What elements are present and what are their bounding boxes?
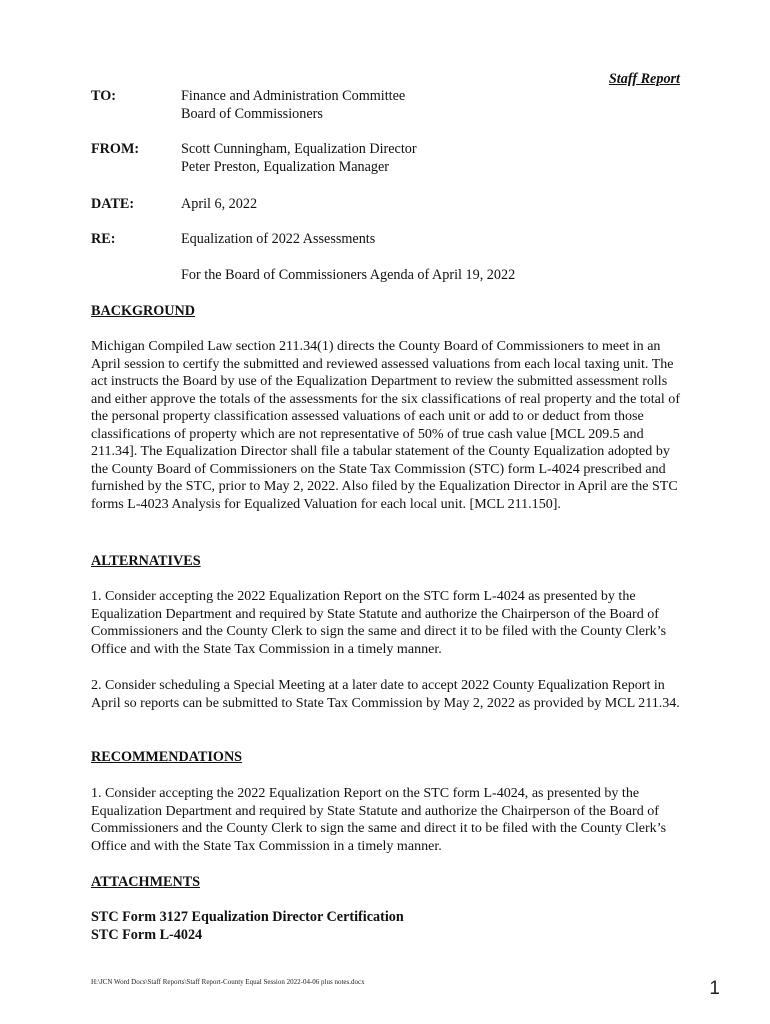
recommendation-item-1: 1. Consider accepting the 2022 Equalization Report on the STC form L-4024, as presented by the Equalization Department and required by State Statute and authorize the Chairperson of the Board of Commissioners and the County Clerk to sign the same and direct it to be filed with the County Clerk’s Office and with the State Tax Commission in a timely manner. — [91, 785, 667, 854]
to-value — [181, 88, 405, 123]
background-paragraph: Michigan Compiled Law section 211.34(1) directs the County Board of Commissioners to meet in an April session to certify the submitted and reviewed assessed valuations from each local taxing unit. The act instructs the Board by use of the Equalization Department to review the submitted assessment rolls and either approve the totals of the assessments for the six classifications of real property and the total of the personal property classification assessed valuations of each unit or add to or deduct from those classifications of property which are not representative of 50% of true cash value [MCL 209.5 and 211.34]. The Equalization Director shall file a tabular statement of the County Equalization adopted by the County Board of Commissioners on the State Tax Commission (STC) form L-4024 prescribed and furnished by the STC, prior to May 2, 2022. Also filed by the Equalization Director in April are the STC forms L-4023 Analysis for Equalized Valuation for each local unit. [MCL 211.150]. — [91, 338, 681, 512]
alternatives-heading: ALTERNATIVES — [91, 553, 201, 569]
attachment-item: STC Form 3127 Equalization Director Certification — [91, 909, 404, 925]
to-label: TO: — [91, 88, 116, 104]
from-line: Scott Cunningham, Equalization Director — [181, 141, 417, 157]
alternative-item-2: 2. Consider scheduling a Special Meeting at a later date to accept 2022 County Equalization Report in April so reports can be submitted to State Tax Commission by May 2, 2022 as provided by MCL 211.34. — [91, 677, 680, 711]
from-value — [181, 141, 417, 176]
from-line: Peter Preston, Equalization Manager — [181, 158, 390, 175]
date-label: DATE: — [91, 196, 135, 212]
re-value: Equalization of 2022 Assessments — [181, 231, 376, 247]
to-line: Board of Commissioners — [181, 105, 323, 122]
date-value: April 6, 2022 — [181, 196, 258, 212]
alternative-item-1: 1. Consider accepting the 2022 Equalization Report on the STC form L-4024 as presented by the Equalization Department and required by State Statute and authorize the Chairperson of the Board of Commissioners and the County Clerk to sign the same and direct it to be filed with the County Clerk’s Office and with the State Tax Commission in a timely manner. — [91, 588, 667, 657]
re-label: RE: — [91, 231, 116, 247]
from-label: FROM: — [91, 141, 140, 157]
attachments-list — [91, 909, 404, 945]
to-line: Finance and Administration Committee — [181, 88, 406, 104]
attachments-heading: ATTACHMENTS — [91, 874, 201, 890]
staff-report-label: Staff Report — [608, 71, 680, 87]
recommendations-heading: RECOMMENDATIONS — [91, 749, 243, 765]
background-heading: BACKGROUND — [91, 303, 196, 319]
agenda-line: For the Board of Commissioners Agenda of April 19, 2022 — [181, 267, 516, 283]
attachment-item: STC Form L-4024 — [91, 927, 203, 943]
footer-file-path: H:\JCN Word Docs\Staff Reports\Staff Report-County Equal Session 2022-04-06 plus notes.docx — [91, 978, 365, 986]
page-number: 1 — [709, 978, 720, 999]
